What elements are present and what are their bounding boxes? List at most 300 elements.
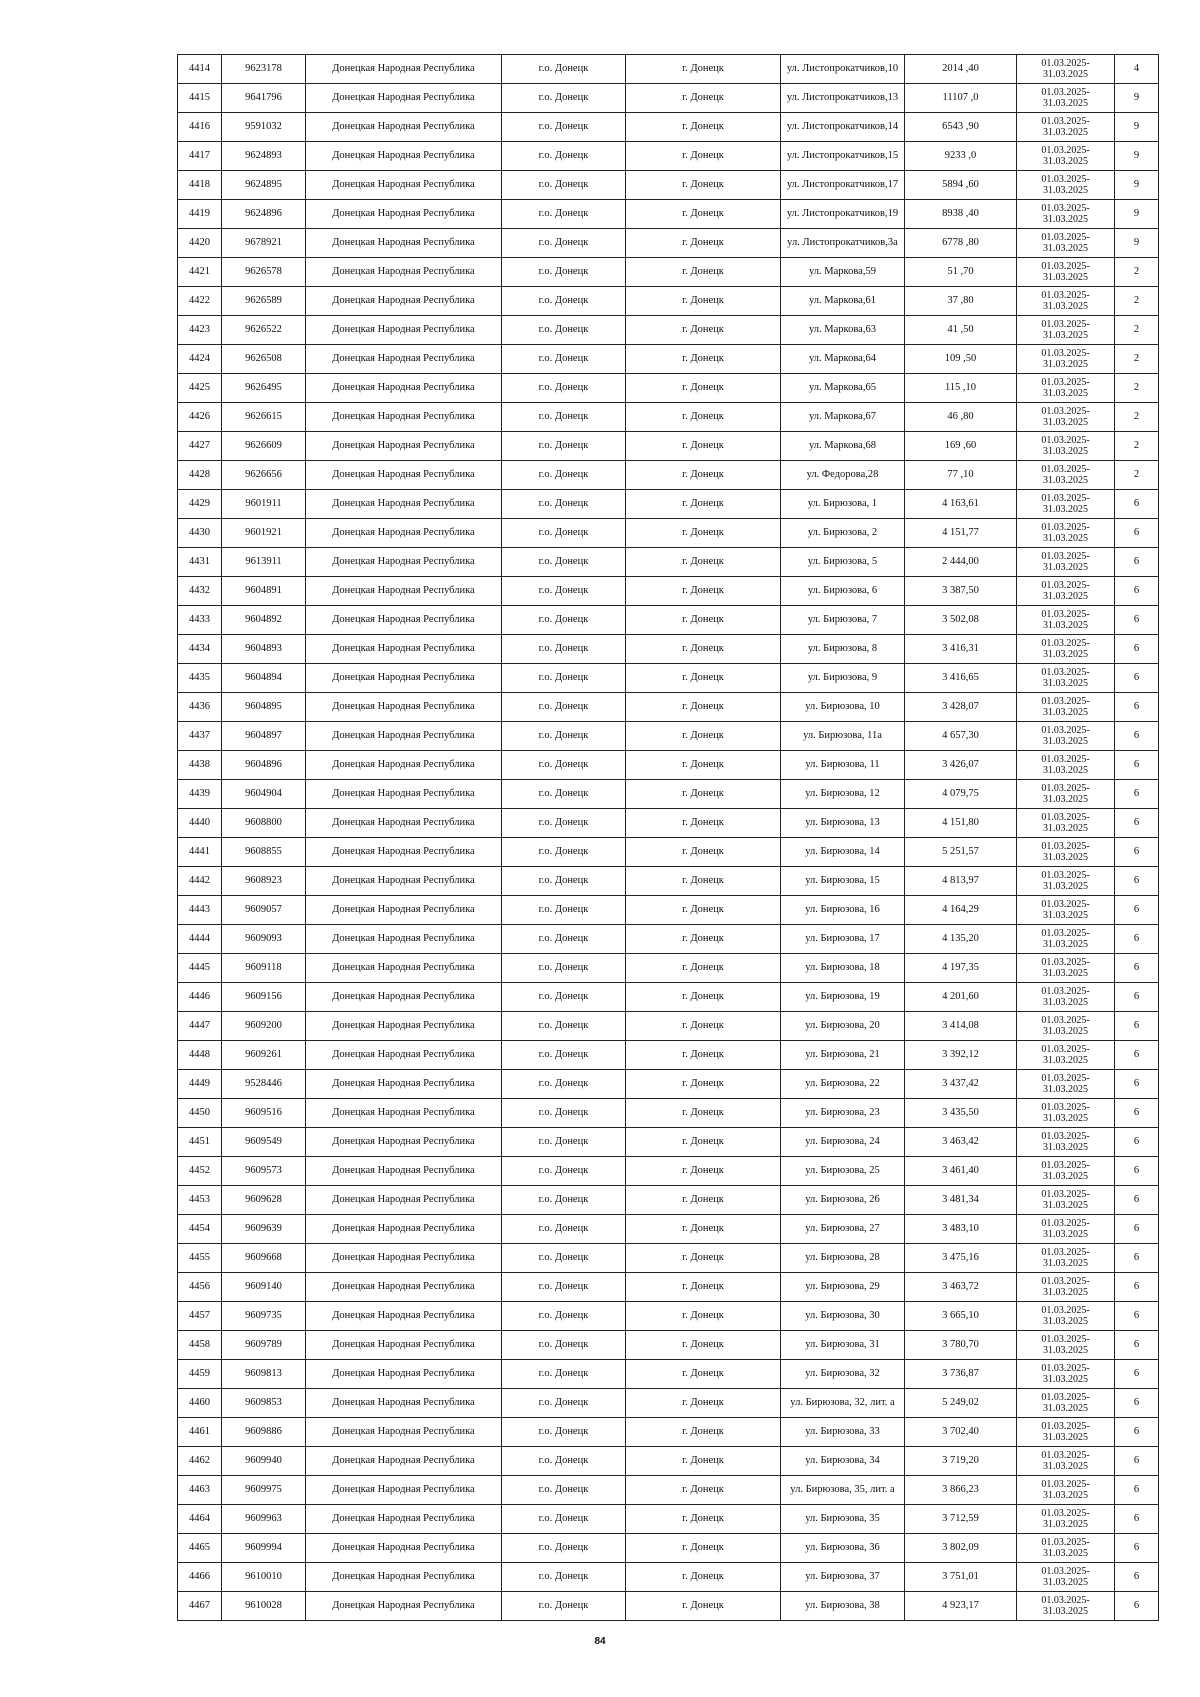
object-id: 9608800 <box>222 809 306 838</box>
table-row <box>178 1447 1159 1476</box>
city-cell: г. Донецк <box>626 635 781 664</box>
table-row <box>178 403 1159 432</box>
address-cell: ул. Бирюзова, 12 <box>781 780 905 809</box>
period-cell: 01.03.2025-31.03.2025 <box>1017 1476 1115 1505</box>
period-cell: 01.03.2025-31.03.2025 <box>1017 1534 1115 1563</box>
period-cell: 01.03.2025-31.03.2025 <box>1017 1389 1115 1418</box>
period-cell: 01.03.2025-31.03.2025 <box>1017 896 1115 925</box>
period-cell: 01.03.2025-31.03.2025 <box>1017 1070 1115 1099</box>
floors-cell: 6 <box>1115 1273 1159 1302</box>
address-cell: ул. Листопрокатчиков,17 <box>781 171 905 200</box>
district-cell: г.о. Донецк <box>502 1244 626 1273</box>
table-row <box>178 345 1159 374</box>
city-cell: г. Донецк <box>626 577 781 606</box>
period-cell: 01.03.2025-31.03.2025 <box>1017 1244 1115 1273</box>
city-cell: г. Донецк <box>626 809 781 838</box>
floors-cell: 6 <box>1115 606 1159 635</box>
city-cell: г. Донецк <box>626 403 781 432</box>
district-cell: г.о. Донецк <box>502 606 626 635</box>
address-cell: ул. Листопрокатчиков,14 <box>781 113 905 142</box>
address-cell: ул. Бирюзова, 33 <box>781 1418 905 1447</box>
area-cell: 3 702,40 <box>905 1418 1017 1447</box>
floors-cell: 6 <box>1115 1070 1159 1099</box>
address-cell: ул. Листопрокатчиков,10 <box>781 55 905 84</box>
row-number: 4457 <box>178 1302 222 1331</box>
table-row <box>178 1070 1159 1099</box>
row-number: 4447 <box>178 1012 222 1041</box>
area-cell: 5 251,57 <box>905 838 1017 867</box>
address-cell: ул. Листопрокатчиков,19 <box>781 200 905 229</box>
object-id: 9609639 <box>222 1215 306 1244</box>
floors-cell: 6 <box>1115 838 1159 867</box>
address-cell: ул. Бирюзова, 34 <box>781 1447 905 1476</box>
region-cell: Донецкая Народная Республика <box>306 1128 502 1157</box>
row-number: 4452 <box>178 1157 222 1186</box>
floors-cell: 6 <box>1115 1592 1159 1621</box>
period-cell: 01.03.2025-31.03.2025 <box>1017 1273 1115 1302</box>
city-cell: г. Донецк <box>626 374 781 403</box>
object-id: 9678921 <box>222 229 306 258</box>
object-id: 9609975 <box>222 1476 306 1505</box>
period-cell: 01.03.2025-31.03.2025 <box>1017 606 1115 635</box>
address-cell: ул. Листопрокатчиков,15 <box>781 142 905 171</box>
floors-cell: 6 <box>1115 722 1159 751</box>
district-cell: г.о. Донецк <box>502 664 626 693</box>
period-cell: 01.03.2025-31.03.2025 <box>1017 809 1115 838</box>
table-row <box>178 664 1159 693</box>
region-cell: Донецкая Народная Республика <box>306 751 502 780</box>
district-cell: г.о. Донецк <box>502 1592 626 1621</box>
district-cell: г.о. Донецк <box>502 896 626 925</box>
city-cell: г. Донецк <box>626 1302 781 1331</box>
floors-cell: 6 <box>1115 983 1159 1012</box>
floors-cell: 6 <box>1115 1128 1159 1157</box>
table-row <box>178 1534 1159 1563</box>
row-number: 4442 <box>178 867 222 896</box>
table-row <box>178 1012 1159 1041</box>
area-cell: 41 ,50 <box>905 316 1017 345</box>
region-cell: Донецкая Народная Республика <box>306 84 502 113</box>
floors-cell: 9 <box>1115 200 1159 229</box>
address-cell: ул. Бирюзова, 15 <box>781 867 905 896</box>
period-cell: 01.03.2025-31.03.2025 <box>1017 925 1115 954</box>
region-cell: Донецкая Народная Республика <box>306 171 502 200</box>
period-cell: 01.03.2025-31.03.2025 <box>1017 403 1115 432</box>
area-cell: 3 802,09 <box>905 1534 1017 1563</box>
object-id: 9604894 <box>222 664 306 693</box>
city-cell: г. Донецк <box>626 142 781 171</box>
city-cell: г. Донецк <box>626 1099 781 1128</box>
region-cell: Донецкая Народная Республика <box>306 1012 502 1041</box>
row-number: 4449 <box>178 1070 222 1099</box>
city-cell: г. Донецк <box>626 780 781 809</box>
address-cell: ул. Бирюзова, 17 <box>781 925 905 954</box>
row-number: 4464 <box>178 1505 222 1534</box>
region-cell: Донецкая Народная Республика <box>306 1157 502 1186</box>
row-number: 4438 <box>178 751 222 780</box>
address-cell: ул. Бирюзова, 35 <box>781 1505 905 1534</box>
period-cell: 01.03.2025-31.03.2025 <box>1017 722 1115 751</box>
district-cell: г.о. Донецк <box>502 751 626 780</box>
table-row <box>178 1418 1159 1447</box>
region-cell: Донецкая Народная Республика <box>306 1534 502 1563</box>
region-cell: Донецкая Народная Республика <box>306 316 502 345</box>
region-cell: Донецкая Народная Республика <box>306 1447 502 1476</box>
floors-cell: 6 <box>1115 1389 1159 1418</box>
area-cell: 3 387,50 <box>905 577 1017 606</box>
period-cell: 01.03.2025-31.03.2025 <box>1017 258 1115 287</box>
row-number: 4417 <box>178 142 222 171</box>
row-number: 4465 <box>178 1534 222 1563</box>
area-cell: 109 ,50 <box>905 345 1017 374</box>
floors-cell: 2 <box>1115 258 1159 287</box>
floors-cell: 6 <box>1115 809 1159 838</box>
period-cell: 01.03.2025-31.03.2025 <box>1017 664 1115 693</box>
table-row <box>178 1244 1159 1273</box>
table-row <box>178 577 1159 606</box>
city-cell: г. Донецк <box>626 258 781 287</box>
address-cell: ул. Бирюзова, 29 <box>781 1273 905 1302</box>
table-row <box>178 838 1159 867</box>
object-id: 9610010 <box>222 1563 306 1592</box>
city-cell: г. Донецк <box>626 751 781 780</box>
table-row <box>178 374 1159 403</box>
district-cell: г.о. Донецк <box>502 1215 626 1244</box>
object-id: 9626656 <box>222 461 306 490</box>
table-row <box>178 1186 1159 1215</box>
object-id: 9609200 <box>222 1012 306 1041</box>
city-cell: г. Донецк <box>626 1476 781 1505</box>
table-row <box>178 1099 1159 1128</box>
region-cell: Донецкая Народная Республика <box>306 345 502 374</box>
address-cell: ул. Бирюзова, 28 <box>781 1244 905 1273</box>
city-cell: г. Донецк <box>626 432 781 461</box>
row-number: 4466 <box>178 1563 222 1592</box>
address-cell: ул. Бирюзова, 22 <box>781 1070 905 1099</box>
table-row <box>178 1128 1159 1157</box>
district-cell: г.о. Донецк <box>502 1070 626 1099</box>
table-row <box>178 142 1159 171</box>
region-cell: Донецкая Народная Республика <box>306 722 502 751</box>
address-cell: ул. Листопрокатчиков,13 <box>781 84 905 113</box>
area-cell: 3 428,07 <box>905 693 1017 722</box>
area-cell: 8938 ,40 <box>905 200 1017 229</box>
region-cell: Донецкая Народная Республика <box>306 113 502 142</box>
district-cell: г.о. Донецк <box>502 345 626 374</box>
city-cell: г. Донецк <box>626 925 781 954</box>
city-cell: г. Донецк <box>626 1418 781 1447</box>
region-cell: Донецкая Народная Республика <box>306 1302 502 1331</box>
region-cell: Донецкая Народная Республика <box>306 1070 502 1099</box>
object-id: 9604897 <box>222 722 306 751</box>
row-number: 4462 <box>178 1447 222 1476</box>
object-id: 9601911 <box>222 490 306 519</box>
row-number: 4421 <box>178 258 222 287</box>
address-cell: ул. Маркова,67 <box>781 403 905 432</box>
address-cell: ул. Бирюзова, 11а <box>781 722 905 751</box>
address-cell: ул. Маркова,64 <box>781 345 905 374</box>
row-number: 4428 <box>178 461 222 490</box>
object-id: 9609940 <box>222 1447 306 1476</box>
district-cell: г.о. Донецк <box>502 1360 626 1389</box>
row-number: 4430 <box>178 519 222 548</box>
area-cell: 6543 ,90 <box>905 113 1017 142</box>
region-cell: Донецкая Народная Республика <box>306 432 502 461</box>
floors-cell: 6 <box>1115 780 1159 809</box>
table-row <box>178 693 1159 722</box>
table-row <box>178 229 1159 258</box>
object-id: 9604892 <box>222 606 306 635</box>
floors-cell: 6 <box>1115 1360 1159 1389</box>
city-cell: г. Донецк <box>626 55 781 84</box>
row-number: 4459 <box>178 1360 222 1389</box>
object-id: 9604896 <box>222 751 306 780</box>
address-cell: ул. Маркова,65 <box>781 374 905 403</box>
city-cell: г. Донецк <box>626 316 781 345</box>
district-cell: г.о. Донецк <box>502 84 626 113</box>
city-cell: г. Донецк <box>626 1012 781 1041</box>
city-cell: г. Донецк <box>626 1128 781 1157</box>
area-cell: 3 736,87 <box>905 1360 1017 1389</box>
region-cell: Донецкая Народная Республика <box>306 635 502 664</box>
row-number: 4415 <box>178 84 222 113</box>
table-row <box>178 1505 1159 1534</box>
region-cell: Донецкая Народная Республика <box>306 1273 502 1302</box>
table-row <box>178 896 1159 925</box>
area-cell: 3 712,59 <box>905 1505 1017 1534</box>
city-cell: г. Донецк <box>626 606 781 635</box>
address-cell: ул. Бирюзова, 26 <box>781 1186 905 1215</box>
address-cell: ул. Маркова,61 <box>781 287 905 316</box>
floors-cell: 6 <box>1115 1244 1159 1273</box>
region-cell: Донецкая Народная Республика <box>306 925 502 954</box>
row-number: 4414 <box>178 55 222 84</box>
object-id: 9604895 <box>222 693 306 722</box>
period-cell: 01.03.2025-31.03.2025 <box>1017 374 1115 403</box>
region-cell: Донецкая Народная Республика <box>306 693 502 722</box>
address-cell: ул. Бирюзова, 18 <box>781 954 905 983</box>
row-number: 4453 <box>178 1186 222 1215</box>
floors-cell: 6 <box>1115 490 1159 519</box>
row-number: 4439 <box>178 780 222 809</box>
table-row <box>178 1041 1159 1070</box>
row-number: 4441 <box>178 838 222 867</box>
region-cell: Донецкая Народная Республика <box>306 403 502 432</box>
floors-cell: 6 <box>1115 519 1159 548</box>
area-cell: 6778 ,80 <box>905 229 1017 258</box>
period-cell: 01.03.2025-31.03.2025 <box>1017 345 1115 374</box>
table-row <box>178 1331 1159 1360</box>
address-cell: ул. Бирюзова, 31 <box>781 1331 905 1360</box>
address-cell: ул. Федорова,28 <box>781 461 905 490</box>
address-cell: ул. Бирюзова, 5 <box>781 548 905 577</box>
row-number: 4451 <box>178 1128 222 1157</box>
district-cell: г.о. Донецк <box>502 693 626 722</box>
table-row <box>178 258 1159 287</box>
object-id: 9609628 <box>222 1186 306 1215</box>
area-cell: 3 414,08 <box>905 1012 1017 1041</box>
region-cell: Донецкая Народная Республика <box>306 258 502 287</box>
object-id: 9609156 <box>222 983 306 1012</box>
floors-cell: 4 <box>1115 55 1159 84</box>
table-row <box>178 780 1159 809</box>
table-row <box>178 55 1159 84</box>
floors-cell: 2 <box>1115 345 1159 374</box>
district-cell: г.о. Донецк <box>502 229 626 258</box>
address-cell: ул. Маркова,68 <box>781 432 905 461</box>
region-cell: Донецкая Народная Республика <box>306 606 502 635</box>
city-cell: г. Донецк <box>626 1592 781 1621</box>
district-cell: г.о. Донецк <box>502 809 626 838</box>
object-id: 9609118 <box>222 954 306 983</box>
region-cell: Донецкая Народная Республика <box>306 1505 502 1534</box>
area-cell: 3 392,12 <box>905 1041 1017 1070</box>
district-cell: г.о. Донецк <box>502 548 626 577</box>
period-cell: 01.03.2025-31.03.2025 <box>1017 1592 1115 1621</box>
period-cell: 01.03.2025-31.03.2025 <box>1017 867 1115 896</box>
row-number: 4429 <box>178 490 222 519</box>
object-id: 9609789 <box>222 1331 306 1360</box>
table-row <box>178 925 1159 954</box>
period-cell: 01.03.2025-31.03.2025 <box>1017 316 1115 345</box>
address-cell: ул. Бирюзова, 14 <box>781 838 905 867</box>
region-cell: Донецкая Народная Республика <box>306 519 502 548</box>
table-row <box>178 606 1159 635</box>
row-number: 4427 <box>178 432 222 461</box>
object-id: 9609549 <box>222 1128 306 1157</box>
area-cell: 4 657,30 <box>905 722 1017 751</box>
address-cell: ул. Бирюзова, 24 <box>781 1128 905 1157</box>
district-cell: г.о. Донецк <box>502 258 626 287</box>
region-cell: Донецкая Народная Республика <box>306 461 502 490</box>
city-cell: г. Донецк <box>626 1331 781 1360</box>
row-number: 4448 <box>178 1041 222 1070</box>
table-row <box>178 983 1159 1012</box>
period-cell: 01.03.2025-31.03.2025 <box>1017 1128 1115 1157</box>
floors-cell: 6 <box>1115 693 1159 722</box>
region-cell: Донецкая Народная Республика <box>306 1476 502 1505</box>
row-number: 4458 <box>178 1331 222 1360</box>
city-cell: г. Донецк <box>626 1360 781 1389</box>
period-cell: 01.03.2025-31.03.2025 <box>1017 142 1115 171</box>
address-cell: ул. Бирюзова, 7 <box>781 606 905 635</box>
floors-cell: 2 <box>1115 287 1159 316</box>
row-number: 4431 <box>178 548 222 577</box>
area-cell: 4 201,60 <box>905 983 1017 1012</box>
row-number: 4433 <box>178 606 222 635</box>
period-cell: 01.03.2025-31.03.2025 <box>1017 519 1115 548</box>
region-cell: Донецкая Народная Республика <box>306 1041 502 1070</box>
area-cell: 115 ,10 <box>905 374 1017 403</box>
address-cell: ул. Бирюзова, 9 <box>781 664 905 693</box>
region-cell: Донецкая Народная Республика <box>306 954 502 983</box>
row-number: 4460 <box>178 1389 222 1418</box>
area-cell: 3 463,72 <box>905 1273 1017 1302</box>
area-cell: 3 475,16 <box>905 1244 1017 1273</box>
area-cell: 11107 ,0 <box>905 84 1017 113</box>
row-number: 4456 <box>178 1273 222 1302</box>
period-cell: 01.03.2025-31.03.2025 <box>1017 983 1115 1012</box>
area-cell: 4 197,35 <box>905 954 1017 983</box>
area-cell: 77 ,10 <box>905 461 1017 490</box>
district-cell: г.о. Донецк <box>502 1505 626 1534</box>
floors-cell: 6 <box>1115 1447 1159 1476</box>
area-cell: 5 249,02 <box>905 1389 1017 1418</box>
period-cell: 01.03.2025-31.03.2025 <box>1017 1302 1115 1331</box>
object-id: 9626522 <box>222 316 306 345</box>
region-cell: Донецкая Народная Республика <box>306 287 502 316</box>
object-id: 9609516 <box>222 1099 306 1128</box>
address-cell: ул. Бирюзова, 35, лит. а <box>781 1476 905 1505</box>
row-number: 4446 <box>178 983 222 1012</box>
period-cell: 01.03.2025-31.03.2025 <box>1017 780 1115 809</box>
table-row <box>178 1389 1159 1418</box>
address-cell: ул. Бирюзова, 32, лит. а <box>781 1389 905 1418</box>
table-row <box>178 432 1159 461</box>
object-id: 9609735 <box>222 1302 306 1331</box>
object-id: 9626589 <box>222 287 306 316</box>
object-id: 9623178 <box>222 55 306 84</box>
floors-cell: 6 <box>1115 1302 1159 1331</box>
region-cell: Донецкая Народная Республика <box>306 1592 502 1621</box>
row-number: 4418 <box>178 171 222 200</box>
district-cell: г.о. Донецк <box>502 1563 626 1592</box>
district-cell: г.о. Донецк <box>502 403 626 432</box>
object-id: 9609261 <box>222 1041 306 1070</box>
period-cell: 01.03.2025-31.03.2025 <box>1017 1157 1115 1186</box>
object-id: 9604904 <box>222 780 306 809</box>
city-cell: г. Донецк <box>626 1505 781 1534</box>
row-number: 4422 <box>178 287 222 316</box>
region-cell: Донецкая Народная Республика <box>306 983 502 1012</box>
period-cell: 01.03.2025-31.03.2025 <box>1017 490 1115 519</box>
region-cell: Донецкая Народная Республика <box>306 1186 502 1215</box>
object-id: 9604891 <box>222 577 306 606</box>
period-cell: 01.03.2025-31.03.2025 <box>1017 84 1115 113</box>
area-cell: 4 923,17 <box>905 1592 1017 1621</box>
region-cell: Донецкая Народная Республика <box>306 867 502 896</box>
city-cell: г. Донецк <box>626 1273 781 1302</box>
row-number: 4463 <box>178 1476 222 1505</box>
district-cell: г.о. Донецк <box>502 142 626 171</box>
floors-cell: 9 <box>1115 171 1159 200</box>
city-cell: г. Донецк <box>626 1157 781 1186</box>
region-cell: Донецкая Народная Республика <box>306 1099 502 1128</box>
region-cell: Донецкая Народная Республика <box>306 1244 502 1273</box>
period-cell: 01.03.2025-31.03.2025 <box>1017 461 1115 490</box>
region-cell: Донецкая Народная Республика <box>306 577 502 606</box>
period-cell: 01.03.2025-31.03.2025 <box>1017 1215 1115 1244</box>
district-cell: г.о. Донецк <box>502 200 626 229</box>
region-cell: Донецкая Народная Республика <box>306 1563 502 1592</box>
floors-cell: 6 <box>1115 635 1159 664</box>
city-cell: г. Донецк <box>626 664 781 693</box>
address-cell: ул. Бирюзова, 11 <box>781 751 905 780</box>
region-cell: Донецкая Народная Республика <box>306 142 502 171</box>
district-cell: г.о. Донецк <box>502 1418 626 1447</box>
region-cell: Донецкая Народная Республика <box>306 1360 502 1389</box>
area-cell: 3 481,34 <box>905 1186 1017 1215</box>
address-cell: ул. Бирюзова, 36 <box>781 1534 905 1563</box>
district-cell: г.о. Донецк <box>502 1534 626 1563</box>
row-number: 4450 <box>178 1099 222 1128</box>
object-id: 9604893 <box>222 635 306 664</box>
address-cell: ул. Листопрокатчиков,3а <box>781 229 905 258</box>
object-id: 9626495 <box>222 374 306 403</box>
area-cell: 37 ,80 <box>905 287 1017 316</box>
district-cell: г.о. Донецк <box>502 316 626 345</box>
address-cell: ул. Бирюзова, 37 <box>781 1563 905 1592</box>
